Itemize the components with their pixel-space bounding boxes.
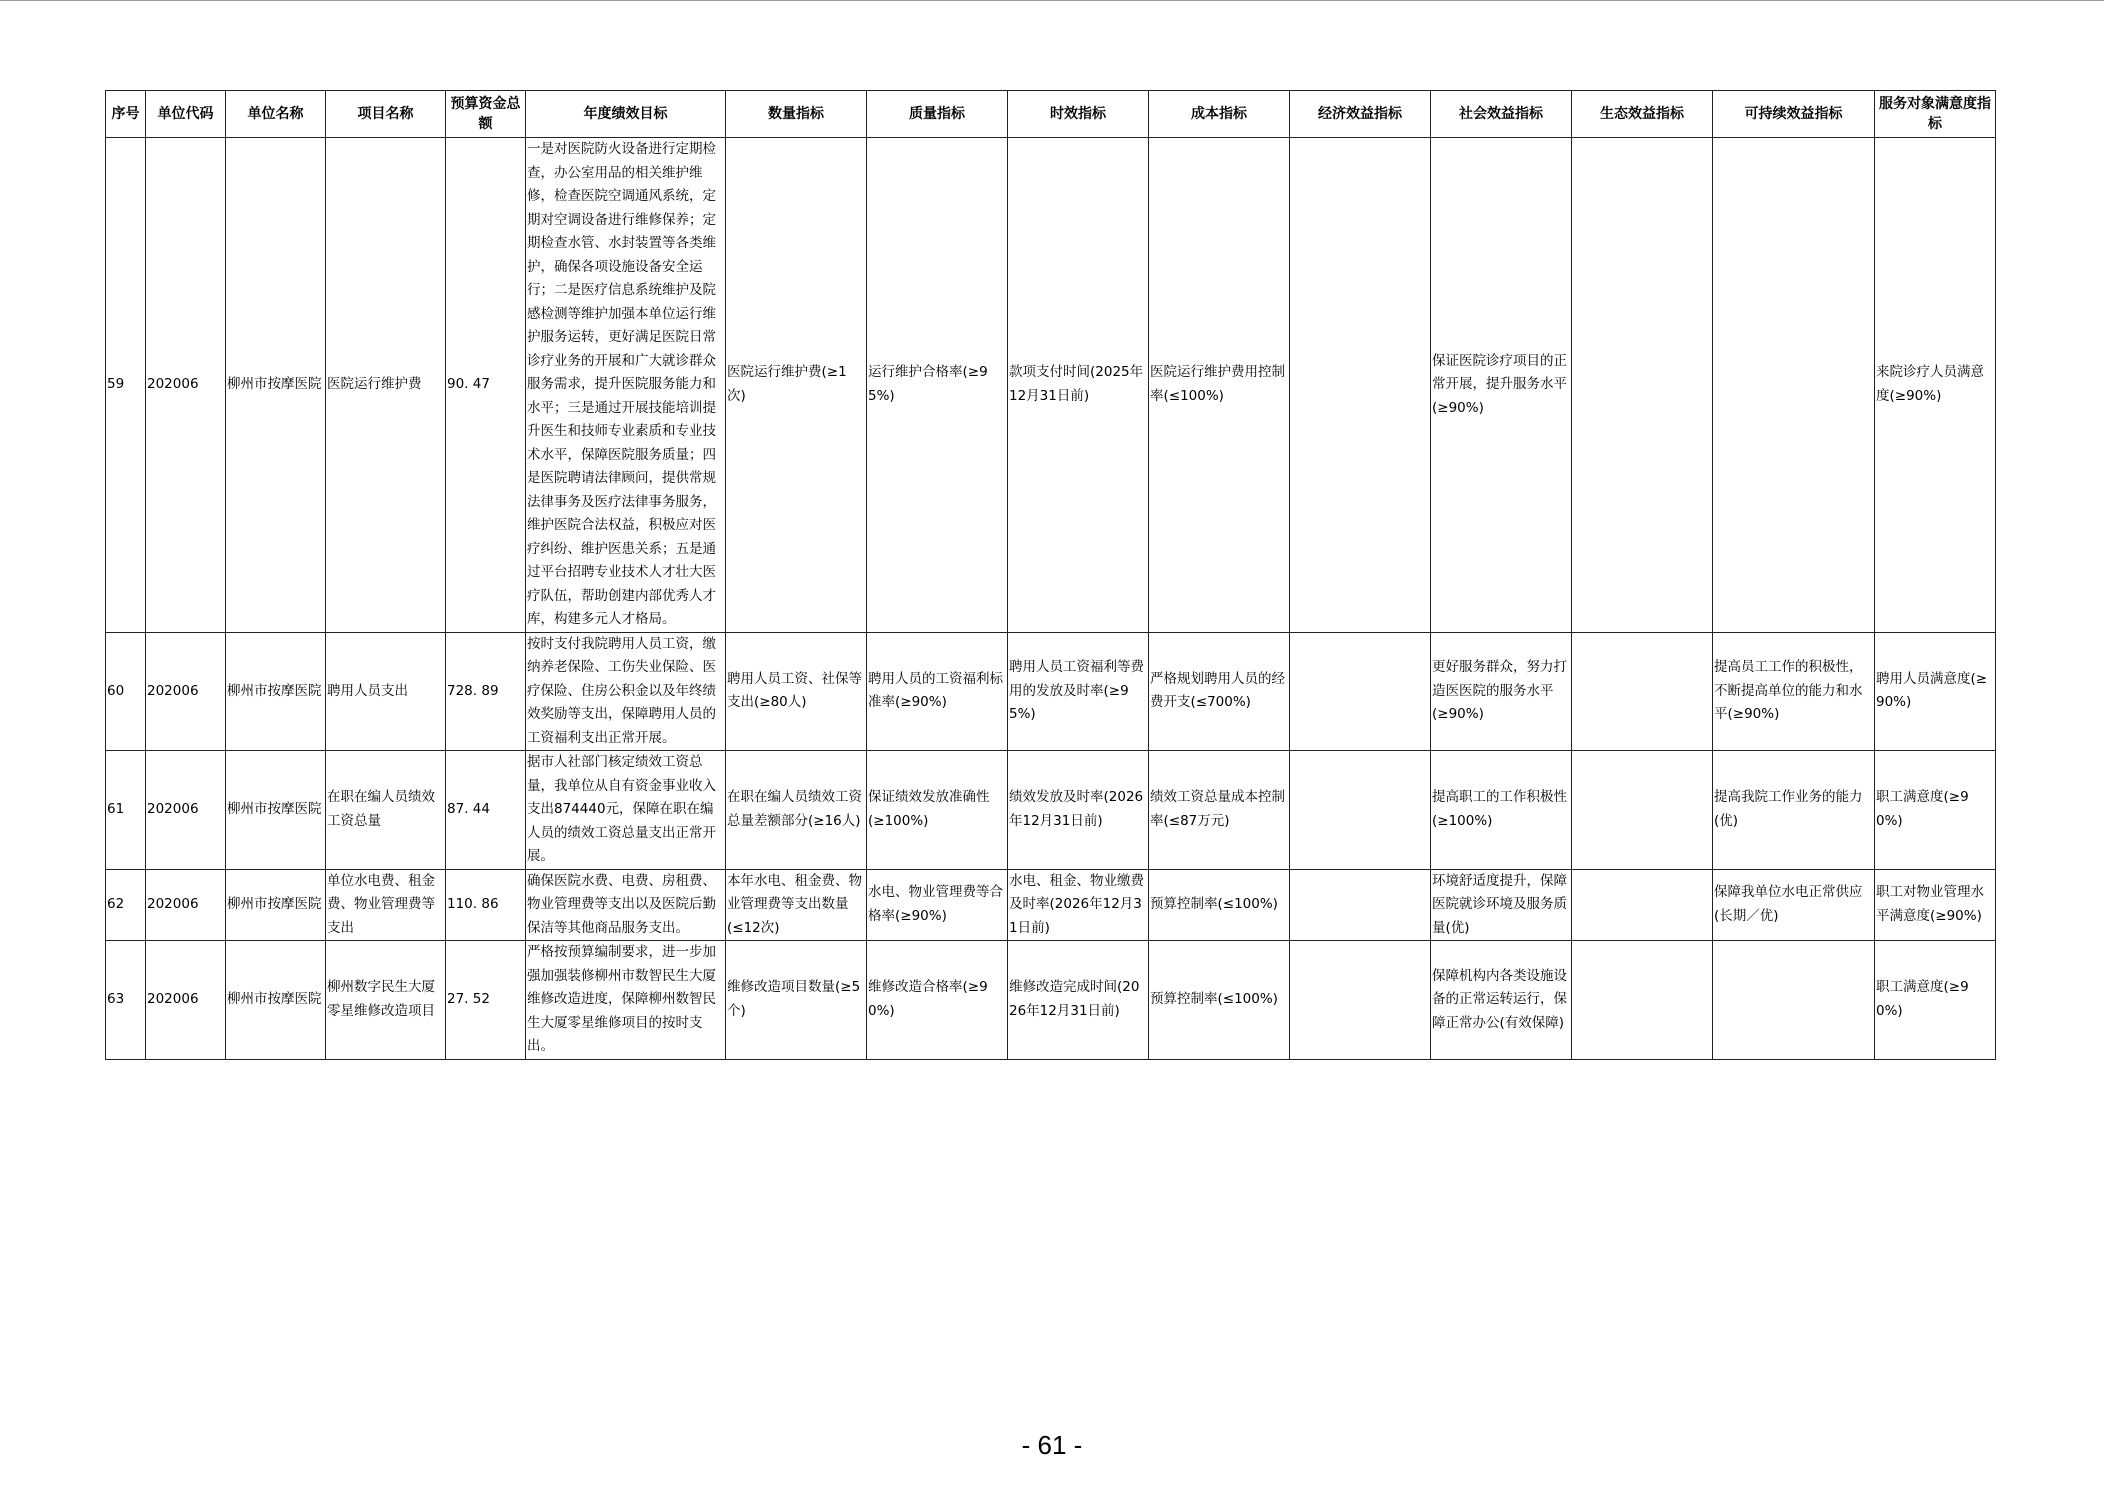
timeliness-indicator-cell: 聘用人员工资福利等费用的发放及时率(≥95%) — [1008, 632, 1149, 751]
timeliness-indicator-cell: 绩效发放及时率(2026年12月31日前) — [1008, 751, 1149, 870]
budget-cell: 728. 89 — [446, 632, 526, 751]
budget-cell: 110. 86 — [446, 869, 526, 941]
project-name-cell: 在职在编人员绩效工资总量 — [326, 751, 446, 870]
cost-indicator-cell: 医院运行维护费用控制率(≤100%) — [1149, 138, 1290, 633]
budget-cell: 87. 44 — [446, 751, 526, 870]
header-cell: 可持续效益指标 — [1713, 91, 1875, 138]
cost-indicator-cell: 绩效工资总量成本控制率(≤87万元) — [1149, 751, 1290, 870]
unit-code-cell: 202006 — [146, 941, 226, 1060]
seq-cell: 63 — [106, 941, 146, 1060]
table-header-row — [106, 91, 1996, 138]
seq-cell: 62 — [106, 869, 146, 941]
economic-indicator-cell — [1290, 632, 1431, 751]
annual-goal-cell: 据市人社部门核定绩效工资总量，我单位从自有资金事业收入支出874440元，保障在职在编人员的绩效工资总量支出正常开展。 — [526, 751, 726, 870]
header-cell: 单位代码 — [146, 91, 226, 138]
timeliness-indicator-cell: 水电、租金、物业缴费及时率(2026年12月31日前) — [1008, 869, 1149, 941]
budget-cell: 90. 47 — [446, 138, 526, 633]
header-cell: 序号 — [106, 91, 146, 138]
top-border-line — [0, 0, 2104, 1]
header-cell: 单位名称 — [226, 91, 326, 138]
ecological-indicator-cell — [1572, 138, 1713, 633]
table-row — [106, 869, 1996, 941]
unit-name-cell: 柳州市按摩医院 — [226, 751, 326, 870]
table-row — [106, 138, 1996, 633]
sustainable-indicator-cell: 提高员工工作的积极性，不断提高单位的能力和水平(≥90%) — [1713, 632, 1875, 751]
page-number: - 61 - — [1021, 1430, 1083, 1460]
quality-indicator-cell: 运行维护合格率(≥95%) — [867, 138, 1008, 633]
quality-indicator-cell: 聘用人员的工资福利标准率(≥90%) — [867, 632, 1008, 751]
satisfaction-indicator-cell: 聘用人员满意度(≥90%) — [1875, 632, 1996, 751]
quality-indicator-cell: 水电、物业管理费等合格率(≥90%) — [867, 869, 1008, 941]
header-cell: 质量指标 — [867, 91, 1008, 138]
header-cell: 预算资金总额 — [446, 91, 526, 138]
header-cell: 年度绩效目标 — [526, 91, 726, 138]
quantity-indicator-cell: 聘用人员工资、社保等支出(≥80人) — [726, 632, 867, 751]
quantity-indicator-cell: 本年水电、租金费、物业管理费等支出数量(≤12次) — [726, 869, 867, 941]
project-name-cell: 柳州数字民生大厦零星维修改造项目 — [326, 941, 446, 1060]
annual-goal-cell: 一是对医院防火设备进行定期检查，办公室用品的相关维护维修，检查医院空调通风系统，定期对空调设备进行维修保养；定期检查水管、水封装置等各类维护，确保各项设施设备安全运行；二是医疗信息系统维护及院感检测等维护加强本单位运行维护服务运转，更好满足医院日常诊疗业务的开展和广大就诊群众服务需求，提升医院服务能力和水平；三是通过开展技能培训提升医生和技师专业素质和专业技术水平，保障医院服务质量；四是医院聘请法律顾问，提供常规法律事务及医疗法律事务服务，维护医院合法权益，积极应对医疗纠纷、维护医患关系；五是通过平台招聘专业技术人才壮大医疗队伍，帮助创建内部优秀人才库，构建多元人才格局。 — [526, 138, 726, 633]
table-row — [106, 751, 1996, 870]
cost-indicator-cell: 严格规划聘用人员的经费开支(≤700%) — [1149, 632, 1290, 751]
project-name-cell: 聘用人员支出 — [326, 632, 446, 751]
performance-table — [105, 90, 1996, 1060]
ecological-indicator-cell — [1572, 869, 1713, 941]
economic-indicator-cell — [1290, 869, 1431, 941]
economic-indicator-cell — [1290, 941, 1431, 1060]
header-cell: 成本指标 — [1149, 91, 1290, 138]
timeliness-indicator-cell: 款项支付时间(2025年12月31日前) — [1008, 138, 1149, 633]
seq-cell: 60 — [106, 632, 146, 751]
social-indicator-cell: 提高职工的工作积极性(≥100%) — [1431, 751, 1572, 870]
quantity-indicator-cell: 在职在编人员绩效工资总量差额部分(≥16人) — [726, 751, 867, 870]
social-indicator-cell: 保障机构内各类设施设备的正常运转运行，保障正常办公(有效保障) — [1431, 941, 1572, 1060]
cost-indicator-cell: 预算控制率(≤100%) — [1149, 941, 1290, 1060]
satisfaction-indicator-cell: 来院诊疗人员满意度(≥90%) — [1875, 138, 1996, 633]
seq-cell: 59 — [106, 138, 146, 633]
header-cell: 生态效益指标 — [1572, 91, 1713, 138]
quantity-indicator-cell: 医院运行维护费(≥1次) — [726, 138, 867, 633]
unit-name-cell: 柳州市按摩医院 — [226, 632, 326, 751]
header-cell: 时效指标 — [1008, 91, 1149, 138]
sustainable-indicator-cell: 保障我单位水电正常供应(长期／优) — [1713, 869, 1875, 941]
unit-code-cell: 202006 — [146, 751, 226, 870]
header-cell: 经济效益指标 — [1290, 91, 1431, 138]
seq-cell: 61 — [106, 751, 146, 870]
annual-goal-cell: 确保医院水费、电费、房租费、物业管理费等支出以及医院后勤保洁等其他商品服务支出。 — [526, 869, 726, 941]
social-indicator-cell: 保证医院诊疗项目的正常开展，提升服务水平(≥90%) — [1431, 138, 1572, 633]
sustainable-indicator-cell — [1713, 941, 1875, 1060]
satisfaction-indicator-cell: 职工对物业管理水平满意度(≥90%) — [1875, 869, 1996, 941]
satisfaction-indicator-cell: 职工满意度(≥90%) — [1875, 751, 1996, 870]
social-indicator-cell: 更好服务群众，努力打造医医院的服务水平(≥90%) — [1431, 632, 1572, 751]
cost-indicator-cell: 预算控制率(≤100%) — [1149, 869, 1290, 941]
unit-name-cell: 柳州市按摩医院 — [226, 869, 326, 941]
table-row — [106, 941, 1996, 1060]
ecological-indicator-cell — [1572, 632, 1713, 751]
header-cell: 社会效益指标 — [1431, 91, 1572, 138]
quality-indicator-cell: 保证绩效发放准确性(≥100%) — [867, 751, 1008, 870]
project-name-cell: 医院运行维护费 — [326, 138, 446, 633]
timeliness-indicator-cell: 维修改造完成时间(2026年12月31日前) — [1008, 941, 1149, 1060]
ecological-indicator-cell — [1572, 751, 1713, 870]
quantity-indicator-cell: 维修改造项目数量(≥5个) — [726, 941, 867, 1060]
sustainable-indicator-cell: 提高我院工作业务的能力(优) — [1713, 751, 1875, 870]
unit-name-cell: 柳州市按摩医院 — [226, 941, 326, 1060]
quality-indicator-cell: 维修改造合格率(≥90%) — [867, 941, 1008, 1060]
ecological-indicator-cell — [1572, 941, 1713, 1060]
economic-indicator-cell — [1290, 751, 1431, 870]
project-name-cell: 单位水电费、租金费、物业管理费等支出 — [326, 869, 446, 941]
table-row — [106, 632, 1996, 751]
unit-code-cell: 202006 — [146, 869, 226, 941]
unit-code-cell: 202006 — [146, 632, 226, 751]
economic-indicator-cell — [1290, 138, 1431, 633]
header-cell: 数量指标 — [726, 91, 867, 138]
header-cell: 项目名称 — [326, 91, 446, 138]
sustainable-indicator-cell — [1713, 138, 1875, 633]
unit-name-cell: 柳州市按摩医院 — [226, 138, 326, 633]
annual-goal-cell: 严格按预算编制要求，进一步加强加强装修柳州市数智民生大厦维修改造进度，保障柳州数智民生大厦零星维修项目的按时支出。 — [526, 941, 726, 1060]
annual-goal-cell: 按时支付我院聘用人员工资，缴纳养老保险、工伤失业保险、医疗保险、住房公积金以及年终绩效奖励等支出，保障聘用人员的工资福利支出正常开展。 — [526, 632, 726, 751]
social-indicator-cell: 环境舒适度提升，保障医院就诊环境及服务质量(优) — [1431, 869, 1572, 941]
unit-code-cell: 202006 — [146, 138, 226, 633]
budget-cell: 27. 52 — [446, 941, 526, 1060]
header-cell: 服务对象满意度指标 — [1875, 91, 1996, 138]
satisfaction-indicator-cell: 职工满意度(≥90%) — [1875, 941, 1996, 1060]
